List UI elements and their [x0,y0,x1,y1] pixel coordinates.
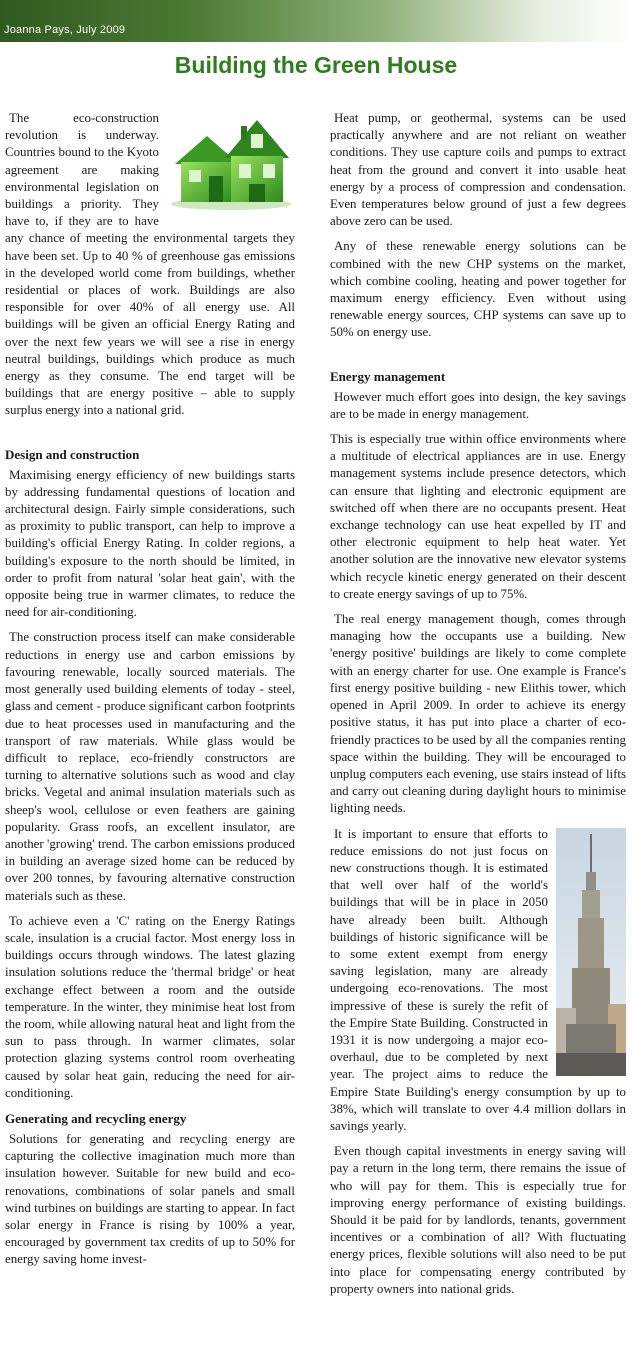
paragraph: It is important to ensure that efforts to reduce emissions do not just focus on new constructions though. It is estimated that well over half of the world's buildings that will be in place in 2050 have already been built. Although buildings of historic significance will be to some extent exempt from energy saving legislation, many are already undergoing eco-renovations. The most impressive of these is surely the refit of the Empire State Building. Constructed in 1931 it is now undergoing a major eco-overhaul, due to be completed by next year. The project aims to reduce the Empire State Building's energy consumption by up to 38%, which will translate to over 4.4 million dollars in savings yearly. [330,826,626,1133]
page-title: Building the Green House [174,52,458,78]
column-left [5,110,295,1277]
paragraph: Maximising energy efficiency of new buildings starts by addressing fundamental questions of location and architectural design. Fairly simple considerations, such as proximity to public transport, can help to improve a building's official Energy Rating. In colder regions, a building's exposure to the north should be limited, in order to profit from natural 'solar heat gain', with the opposite being true in warmer climates, to reduce the need for air-conditioning. [5,467,295,620]
paragraph: Any of these renewable energy solutions can be combined with the new CHP systems on the market, which combine cooling, heating and power together for maximum energy efficiency. Even without using renewable energy sources, CHP systems can save up to 50% on energy use. [330,239,626,340]
paragraph: Even though capital investments in energy saving will pay a return in the long term, there remains the issue of who will pay for them. This is especially true for improving energy performance of existing buildings. Should it be paid for by landlords, tenants, government incentives or a combination of all? With fluctuating energy prices, flexible solutions will also need to be put into place for compensating energy contributed by property owners into national grids. [330,1144,626,1296]
paragraph: The eco-construction revolution is underway. Countries bound to the Kyoto agreement are making environmental legislation on buildings a priority. They have to, if they are to have any chance of meeting the environmental targets they have been set. Up to 40 % of greenhouse gas emissions in the developed world come from buildings, whether residential or places of work. Buildings are also responsible for over 40% of all energy use. All buildings will be given an official Energy Rating and over the next few years we will see a rise in energy neutral buildings, buildings which produce as much energy as they consume. The end target will be buildings that are energy positive – able to supply surplus energy into a national grid. [5,111,295,418]
paragraph: This is especially true within office environments where a multitude of electrical appliances are in use. Energy management systems include presence detectors, which can ensure that lighting and electronic equipment are switched off when there are no occupants present. Heat exchange technology can use heat expelled by IT and other electronic equipment to help heat water. Yet another solution are the innovative new elevator systems which recycle kinetic energy generated on their descent to create energy savings of up to 75%. [330,432,626,601]
section-heading-design: Design and construction [5,446,140,462]
section-heading-energy: Energy management [330,368,446,384]
column-right [330,110,626,1306]
paragraph: To achieve even a 'C' rating on the Energy Ratings scale, insulation is a crucial factor. Most energy loss in buildings occurs through windows. The latest glazing insulation solutions reduce the 'thermal bridge' or heat exchange effect between a room and the outside temperature. In the winter, they minimise heat lost from the room, while allowing natural heat and light from the sun to pass through. In warmer climates, solar protection glazing systems control room overheating caused by solar heat gain, reducing the need for air-conditioning. [5,913,295,1100]
empire-state-building-photo [556,828,626,1076]
byline: Joanna Pays, July 2009 [4,24,126,36]
paragraph: The real energy management though, comes through managing how the occupants use a building. New 'energy positive' buildings are likely to come complete with an energy charter for use. One example is France's first energy positive building - new Elithis tower, which opened in April 2009. In order to achieve its energy positive status, it has put into place a charter of eco-friendly practices to be used by all the companies renting space within the building. They will be encouraged to unplug computers each evening, use stairs instead of lifts and carry out cleaning during daylight hours to minimise lighting needs. [330,612,626,816]
paragraph: However much effort goes into design, the key savings are to be made in energy management. [330,389,626,421]
paragraph: Solutions for generating and recycling energy are capturing the collective imagination much more than insulation however. Suitable for new build and eco-renovations, combinations of solar panels and small wind turbines on buildings are starting to appear. In fact solar energy in France is rising by 100% a year, encouraged by government tax credits of up to 50% for energy saving home invest- [5,1131,295,1267]
paragraph: Heat pump, or geothermal, systems can be used practically anywhere and are not reliant on weather conditions. They use capture coils and pumps to extract heat from the ground and convert it into usable heat energy by a process of compression and condensation. Even temperatures below ground of just a few degrees above zero can be used. [330,111,626,229]
paragraph: The construction process itself can make considerable reductions in energy use and carbon emissions by favouring renewable, locally sourced materials. The most generally used building elements of today - steel, glass and cement - produce significant carbon footprints due to heat processes used in manufacturing and the transport of raw materials. While glass would be difficult to replace, eco-friendly constructors are turning to alternative solutions such as wood and clay bricks. Vegetal and animal insulation materials such as sheep's wool, cellulose or even feathers are gaining popularity. Grass roofs, an excellent insulator, are another 'growing' trend. The carbon emissions produced in building an average sized home can be reduced by over 200 tonnes, by favouring alternative construction materials such as these. [5,630,295,903]
green-house-illustration [165,112,295,212]
section-heading-generating: Generating and recycling energy [5,1110,187,1126]
